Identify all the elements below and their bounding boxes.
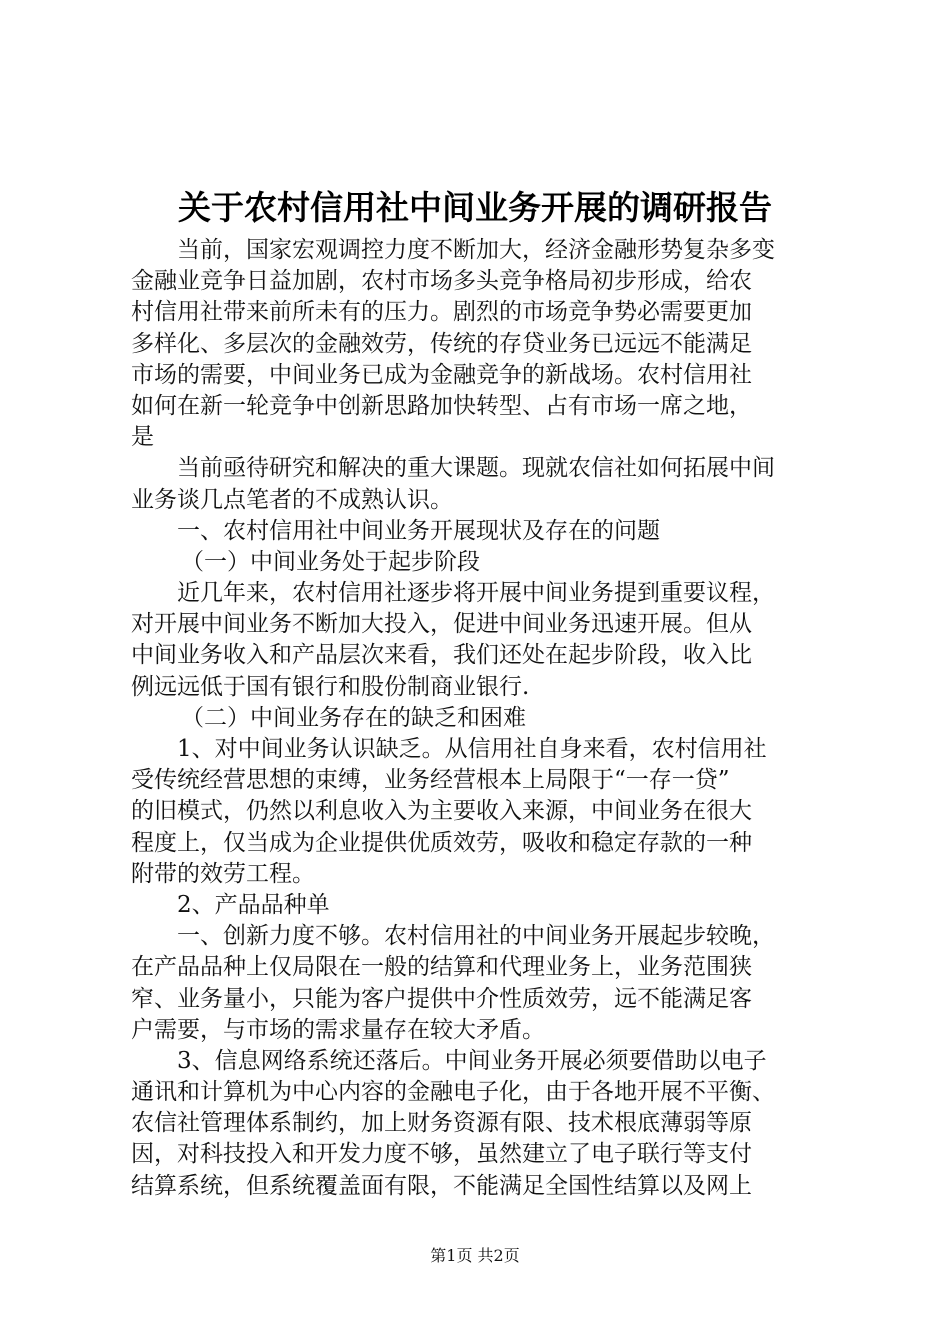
text-line: 受传统经营思想的束缚，业务经营根本上局限于“一存一贷” [131,767,730,794]
text-line: 中间业务收入和产品层次来看，我们还处在起步阶段，收入比 [131,642,752,669]
text-line: 市场的需要，中间业务已成为金融竞争的新战场。农村信用社 [131,361,752,388]
text-line: 例远远低于国有银行和股份制商业银行. [131,673,530,700]
text-line: 3、信息网络系统还落后。中间业务开展必须要借助以电子 [177,1047,767,1074]
text-line: 附带的效劳工程。 [131,860,315,887]
text-line: 因，对科技投入和开发力度不够，虽然建立了电子联行等支付 [131,1141,752,1168]
text-line: 如何在新一轮竞争中创新思路加快转型、占有市场一席之地， [131,392,752,419]
text-line: 是 [131,424,154,451]
text-line: 一、创新力度不够。农村信用社的中间业务开展起步较晚， [177,923,775,950]
text-line: 通讯和计算机为中心内容的金融电子化，由于各地开展不平衡、 [131,1079,775,1106]
text-line: 对开展中间业务不断加大投入，促进中间业务迅速开展。但从 [131,611,752,638]
text-line: 当前亟待研究和解决的重大课题。现就农信社如何拓展中间 [177,455,775,482]
text-line: 在产品品种上仅局限在一般的结算和代理业务上，业务范围狭 [131,954,752,981]
document-title: 关于农村信用社中间业务开展的调研报告 [178,188,772,227]
text-line: 结算系统，但系统覆盖面有限，不能满足全国性结算以及网上 [131,1172,752,1199]
text-line: 的旧模式，仍然以利息收入为主要收入来源，中间业务在很大 [131,798,752,825]
section-heading: 一、农村信用社中间业务开展现状及存在的问题 [177,517,660,544]
subsection-heading: （二）中间业务存在的缺乏和困难 [181,704,526,731]
text-line: 近几年来，农村信用社逐步将开展中间业务提到重要议程， [177,580,775,607]
text-line: 业务谈几点笔者的不成熟认识。 [131,486,453,513]
text-line: 1、对中间业务认识缺乏。从信用社自身来看，农村信用社 [177,736,767,762]
page-footer: 第1页 共2页 [430,1246,520,1265]
text-line: 程度上，仅当成为企业提供优质效劳，吸收和稳定存款的一种 [131,829,752,856]
text-line: 户需要，与市场的需求量存在较大矛盾。 [131,1016,545,1043]
text-line: 2、产品品种单 [177,891,330,918]
text-line: 多样化、多层次的金融效劳，传统的存贷业务已远远不能满足 [131,330,752,357]
text-line: 窄、业务量小，只能为客户提供中介性质效劳，远不能满足客 [131,985,752,1012]
text-line: 村信用社带来前所未有的压力。剧烈的市场竞争势必需要更加 [131,299,752,326]
text-line: 农信社管理体系制约，加上财务资源有限、技术根底薄弱等原 [131,1110,752,1137]
document-body [131,235,831,1202]
text-line: 金融业竞争日益加剧，农村市场多头竞争格局初步形成，给农 [131,268,752,295]
subsection-heading: （一）中间业务处于起步阶段 [181,548,480,575]
text-line: 当前，国家宏观调控力度不断加大，经济金融形势复杂多变 [177,237,775,263]
